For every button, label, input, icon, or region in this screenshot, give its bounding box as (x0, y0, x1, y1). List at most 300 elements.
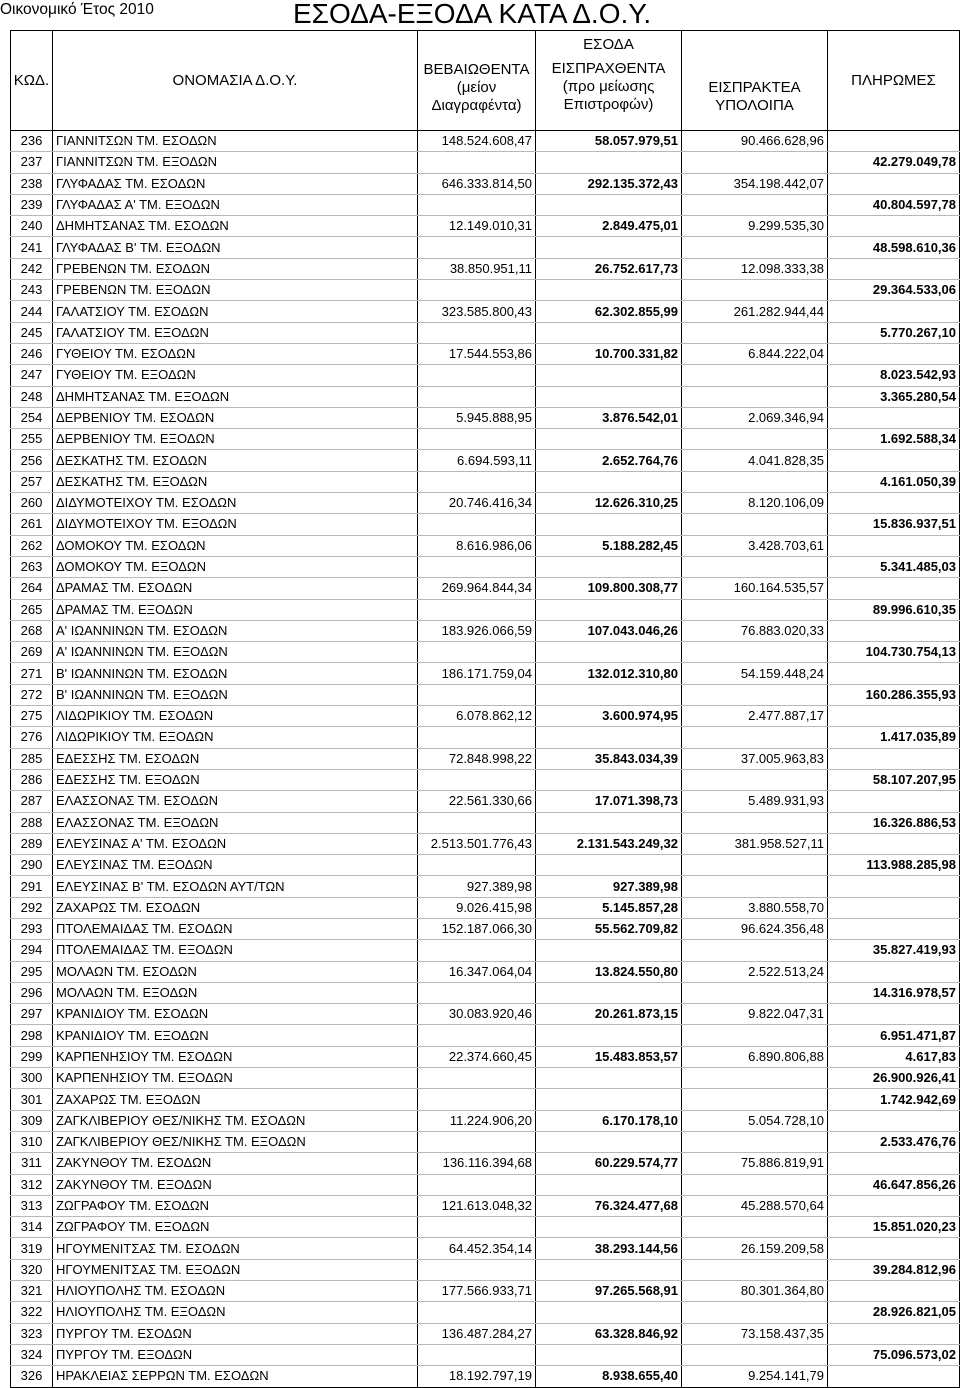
row-code: 310 (11, 1131, 53, 1152)
row-name: ΕΔΕΣΣΗΣ ΤΜ. ΕΞΟΔΩΝ (53, 769, 418, 790)
row-code: 285 (11, 748, 53, 769)
row-collected (536, 429, 682, 450)
row-payments (828, 258, 960, 279)
row-receivable: 73.158.437,35 (682, 1323, 828, 1344)
row-name: ΓΥΘΕΙΟΥ ΤΜ. ΕΞΟΔΩΝ (53, 365, 418, 386)
row-collected (536, 769, 682, 790)
row-certified: 136.487.284,27 (418, 1323, 536, 1344)
row-collected: 2.652.764,76 (536, 450, 682, 471)
row-name: ΓΛΥΦΑΔΑΣ Β' ΤΜ. ΕΞΟΔΩΝ (53, 237, 418, 258)
row-receivable: 160.164.535,57 (682, 578, 828, 599)
row-payments (828, 748, 960, 769)
row-payments: 48.598.610,36 (828, 237, 960, 258)
row-collected (536, 684, 682, 705)
row-code: 271 (11, 663, 53, 684)
row-certified: 38.850.951,11 (418, 258, 536, 279)
row-name: ΕΛΕΥΣΙΝΑΣ Α' ΤΜ. ΕΣΟΔΩΝ (53, 833, 418, 854)
row-payments: 14.316.978,57 (828, 982, 960, 1003)
row-collected: 292.135.372,43 (536, 173, 682, 194)
row-name: ΖΩΓΡΑΦΟΥ ΤΜ. ΕΣΟΔΩΝ (53, 1195, 418, 1216)
row-code: 245 (11, 322, 53, 343)
row-name: ΔΕΣΚΑΤΗΣ ΤΜ. ΕΣΟΔΩΝ (53, 450, 418, 471)
row-collected: 2.849.475,01 (536, 216, 682, 237)
row-name: ΔΕΣΚΑΤΗΣ ΤΜ. ΕΞΟΔΩΝ (53, 471, 418, 492)
row-name: ΓΡΕΒΕΝΩΝ ΤΜ. ΕΣΟΔΩΝ (53, 258, 418, 279)
row-receivable: 12.098.333,38 (682, 258, 828, 279)
row-collected (536, 1259, 682, 1280)
row-receivable (682, 429, 828, 450)
row-collected: 60.229.574,77 (536, 1153, 682, 1174)
row-payments (828, 578, 960, 599)
row-code: 275 (11, 706, 53, 727)
column-header-name: ΟΝΟΜΑΣΙΑ Δ.Ο.Υ. (53, 31, 418, 131)
row-name: ΠΤΟΛΕΜΑΙΔΑΣ ΤΜ. ΕΣΟΔΩΝ (53, 918, 418, 939)
collected-label-line-2: (προ μείωσης (562, 78, 655, 95)
table-row (11, 833, 960, 854)
row-collected: 3.600.974,95 (536, 706, 682, 727)
row-receivable: 9.822.047,31 (682, 1004, 828, 1025)
row-payments (828, 1195, 960, 1216)
row-certified: 17.544.553,86 (418, 343, 536, 364)
row-certified (418, 1025, 536, 1046)
row-code: 261 (11, 514, 53, 535)
row-name: ΓΛΥΦΑΔΑΣ ΤΜ. ΕΣΟΔΩΝ (53, 173, 418, 194)
column-header-certified (418, 31, 536, 131)
table-row (11, 1025, 960, 1046)
row-collected: 12.626.310,25 (536, 493, 682, 514)
row-receivable (682, 1259, 828, 1280)
table-row (11, 684, 960, 705)
row-collected (536, 322, 682, 343)
row-collected: 107.043.046,26 (536, 620, 682, 641)
row-payments (828, 216, 960, 237)
row-name: Α' ΙΩΑΝΝΙΝΩΝ ΤΜ. ΕΞΟΔΩΝ (53, 642, 418, 663)
table-header (11, 31, 960, 131)
row-code: 286 (11, 769, 53, 790)
row-certified: 323.585.800,43 (418, 301, 536, 322)
row-certified: 646.333.814,50 (418, 173, 536, 194)
row-receivable: 4.041.828,35 (682, 450, 828, 471)
row-code: 297 (11, 1004, 53, 1025)
row-receivable (682, 1344, 828, 1365)
row-code: 294 (11, 940, 53, 961)
row-code: 262 (11, 535, 53, 556)
row-receivable (682, 876, 828, 897)
row-certified: 183.926.066,59 (418, 620, 536, 641)
table-row (11, 471, 960, 492)
row-code: 324 (11, 1344, 53, 1365)
row-certified (418, 1068, 536, 1089)
row-certified: 22.561.330,66 (418, 791, 536, 812)
row-receivable (682, 1025, 828, 1046)
row-certified (418, 684, 536, 705)
row-name: ΠΥΡΓΟΥ ΤΜ. ΕΣΟΔΩΝ (53, 1323, 418, 1344)
row-receivable (682, 812, 828, 833)
row-certified: 136.116.394,68 (418, 1153, 536, 1174)
table-row (11, 407, 960, 428)
table-row (11, 152, 960, 173)
table-row (11, 663, 960, 684)
row-name: ΜΟΛΑΩΝ ΤΜ. ΕΞΟΔΩΝ (53, 982, 418, 1003)
row-receivable (682, 471, 828, 492)
row-receivable (682, 386, 828, 407)
table-row (11, 280, 960, 301)
row-certified (418, 471, 536, 492)
row-receivable (682, 556, 828, 577)
table-row (11, 748, 960, 769)
table-row (11, 1068, 960, 1089)
row-certified (418, 237, 536, 258)
row-code: 240 (11, 216, 53, 237)
table-row (11, 940, 960, 961)
row-payments (828, 961, 960, 982)
row-payments (828, 1004, 960, 1025)
row-payments (828, 918, 960, 939)
row-code: 260 (11, 493, 53, 514)
row-name: ΚΑΡΠΕΝΗΣΙΟΥ ΤΜ. ΕΣΟΔΩΝ (53, 1046, 418, 1067)
table-row (11, 386, 960, 407)
table-row (11, 1366, 960, 1387)
row-payments: 4.161.050,39 (828, 471, 960, 492)
row-code: 246 (11, 343, 53, 364)
row-name: ΓΑΛΑΤΣΙΟΥ ΤΜ. ΕΞΟΔΩΝ (53, 322, 418, 343)
row-name: ΓΛΥΦΑΔΑΣ Α' ΤΜ. ΕΞΟΔΩΝ (53, 194, 418, 215)
row-certified (418, 1302, 536, 1323)
row-certified (418, 940, 536, 961)
row-certified (418, 386, 536, 407)
table-row (11, 216, 960, 237)
row-payments (828, 1281, 960, 1302)
row-payments: 3.365.280,54 (828, 386, 960, 407)
row-payments: 28.926.821,05 (828, 1302, 960, 1323)
row-name: ΖΑΓΚΛΙΒΕΡΙΟΥ ΘΕΣ/ΝΙΚΗΣ ΤΜ. ΕΣΟΔΩΝ (53, 1110, 418, 1131)
table-row (11, 1259, 960, 1280)
receivable-label-line-2: ΥΠΟΛΟΙΠΑ (715, 96, 794, 114)
row-name: ΠΤΟΛΕΜΑΙΔΑΣ ΤΜ. ΕΞΟΔΩΝ (53, 940, 418, 961)
row-collected (536, 1025, 682, 1046)
row-receivable: 37.005.963,83 (682, 748, 828, 769)
row-name: ΔΡΑΜΑΣ ΤΜ. ΕΣΟΔΩΝ (53, 578, 418, 599)
row-name: ΚΡΑΝΙΔΙΟΥ ΤΜ. ΕΣΟΔΩΝ (53, 1004, 418, 1025)
row-collected (536, 1344, 682, 1365)
row-payments (828, 706, 960, 727)
row-code: 239 (11, 194, 53, 215)
income-group-label: ΕΣΟΔΑ (583, 36, 634, 53)
row-name: ΖΑΚΥΝΘΟΥ ΤΜ. ΕΞΟΔΩΝ (53, 1174, 418, 1195)
row-payments (828, 1153, 960, 1174)
row-payments: 113.988.285,98 (828, 855, 960, 876)
row-code: 298 (11, 1025, 53, 1046)
row-receivable (682, 940, 828, 961)
row-receivable: 96.624.356,48 (682, 918, 828, 939)
table-row (11, 769, 960, 790)
table-row (11, 1302, 960, 1323)
row-code: 323 (11, 1323, 53, 1344)
row-name: ΔΕΡΒΕΝΙΟΥ ΤΜ. ΕΣΟΔΩΝ (53, 407, 418, 428)
row-name: ΛΙΔΩΡΙΚΙΟΥ ΤΜ. ΕΣΟΔΩΝ (53, 706, 418, 727)
collected-label-line-1: ΕΙΣΠΡΑΧΘΕΝΤΑ (551, 60, 666, 77)
row-payments (828, 173, 960, 194)
table-row (11, 535, 960, 556)
row-code: 290 (11, 855, 53, 876)
row-collected: 38.293.144,56 (536, 1238, 682, 1259)
receivable-label-line-1: ΕΙΣΠΡΑΚΤΕΑ (708, 78, 801, 96)
row-receivable (682, 194, 828, 215)
table-row (11, 1131, 960, 1152)
row-collected: 10.700.331,82 (536, 343, 682, 364)
row-receivable (682, 322, 828, 343)
row-payments: 160.286.355,93 (828, 684, 960, 705)
row-receivable: 9.254.141,79 (682, 1366, 828, 1387)
row-certified (418, 1089, 536, 1110)
row-name: ΚΑΡΠΕΝΗΣΙΟΥ ΤΜ. ΕΞΟΔΩΝ (53, 1068, 418, 1089)
row-collected (536, 514, 682, 535)
row-payments: 89.996.610,35 (828, 599, 960, 620)
row-collected: 17.071.398,73 (536, 791, 682, 812)
row-certified: 30.083.920,46 (418, 1004, 536, 1025)
row-certified (418, 514, 536, 535)
row-code: 320 (11, 1259, 53, 1280)
row-code: 237 (11, 152, 53, 173)
row-receivable: 354.198.442,07 (682, 173, 828, 194)
row-code: 312 (11, 1174, 53, 1195)
page-title: ΕΣΟΔΑ-ΕΞΟΔΑ ΚΑΤΑ Δ.Ο.Υ. (293, 0, 652, 29)
table-row (11, 1195, 960, 1216)
row-certified (418, 1217, 536, 1238)
row-name: ΔΙΔΥΜΟΤΕΙΧΟΥ ΤΜ. ΕΞΟΔΩΝ (53, 514, 418, 535)
row-payments: 4.617,83 (828, 1046, 960, 1067)
row-name: ΗΛΙΟΥΠΟΛΗΣ ΤΜ. ΕΞΟΔΩΝ (53, 1302, 418, 1323)
row-code: 289 (11, 833, 53, 854)
row-code: 257 (11, 471, 53, 492)
row-certified (418, 769, 536, 790)
row-code: 265 (11, 599, 53, 620)
row-code: 296 (11, 982, 53, 1003)
row-certified: 5.945.888,95 (418, 407, 536, 428)
row-collected (536, 1174, 682, 1195)
row-certified (418, 429, 536, 450)
row-name: ΖΑΧΑΡΩΣ ΤΜ. ΕΞΟΔΩΝ (53, 1089, 418, 1110)
row-name: ΓΥΘΕΙΟΥ ΤΜ. ΕΣΟΔΩΝ (53, 343, 418, 364)
row-collected: 97.265.568,91 (536, 1281, 682, 1302)
row-code: 256 (11, 450, 53, 471)
row-payments (828, 493, 960, 514)
row-collected (536, 1217, 682, 1238)
row-certified: 186.171.759,04 (418, 663, 536, 684)
row-collected: 927.389,98 (536, 876, 682, 897)
row-receivable (682, 684, 828, 705)
row-collected (536, 386, 682, 407)
table-row (11, 1174, 960, 1195)
row-collected: 109.800.308,77 (536, 578, 682, 599)
row-certified: 72.848.998,22 (418, 748, 536, 769)
row-name: ΛΙΔΩΡΙΚΙΟΥ ΤΜ. ΕΞΟΔΩΝ (53, 727, 418, 748)
row-payments: 29.364.533,06 (828, 280, 960, 301)
row-payments (828, 833, 960, 854)
row-code: 244 (11, 301, 53, 322)
row-collected: 76.324.477,68 (536, 1195, 682, 1216)
row-name: ΔΙΔΥΜΟΤΕΙΧΟΥ ΤΜ. ΕΣΟΔΩΝ (53, 493, 418, 514)
row-receivable (682, 982, 828, 1003)
row-receivable: 8.120.106,09 (682, 493, 828, 514)
row-certified (418, 982, 536, 1003)
row-receivable (682, 727, 828, 748)
certified-label-line-1: ΒΕΒΑΙΩΘΕΝΤΑ (423, 60, 530, 78)
row-code: 309 (11, 1110, 53, 1131)
row-payments: 42.279.049,78 (828, 152, 960, 173)
row-receivable (682, 1068, 828, 1089)
row-receivable: 5.489.931,93 (682, 791, 828, 812)
row-name: ΕΛΑΣΣΟΝΑΣ ΤΜ. ΕΣΟΔΩΝ (53, 791, 418, 812)
table-row (11, 706, 960, 727)
row-certified (418, 556, 536, 577)
row-certified: 148.524.608,47 (418, 131, 536, 152)
row-collected: 55.562.709,82 (536, 918, 682, 939)
row-receivable (682, 1174, 828, 1195)
table-row (11, 237, 960, 258)
row-name: ΔΗΜΗΤΣΑΝΑΣ ΤΜ. ΕΞΟΔΩΝ (53, 386, 418, 407)
column-header-receivable (682, 31, 828, 131)
table-row (11, 1323, 960, 1344)
row-name: ΖΑΚΥΝΘΟΥ ΤΜ. ΕΣΟΔΩΝ (53, 1153, 418, 1174)
row-collected (536, 237, 682, 258)
row-certified: 11.224.906,20 (418, 1110, 536, 1131)
row-code: 322 (11, 1302, 53, 1323)
column-header-collected (536, 31, 682, 131)
row-collected: 132.012.310,80 (536, 663, 682, 684)
row-certified (418, 152, 536, 173)
row-certified: 9.026.415,98 (418, 897, 536, 918)
row-collected (536, 194, 682, 215)
row-code: 299 (11, 1046, 53, 1067)
row-certified (418, 855, 536, 876)
table-row (11, 620, 960, 641)
row-name: ΔΗΜΗΤΣΑΝΑΣ ΤΜ. ΕΣΟΔΩΝ (53, 216, 418, 237)
row-certified (418, 599, 536, 620)
row-payments (828, 407, 960, 428)
row-payments: 75.096.573,02 (828, 1344, 960, 1365)
table-row (11, 578, 960, 599)
row-code: 242 (11, 258, 53, 279)
row-collected: 3.876.542,01 (536, 407, 682, 428)
row-payments: 5.341.485,03 (828, 556, 960, 577)
row-payments (828, 1323, 960, 1344)
table-row (11, 982, 960, 1003)
row-payments (828, 1110, 960, 1131)
table-row (11, 1153, 960, 1174)
table-row (11, 1110, 960, 1131)
row-collected (536, 855, 682, 876)
row-certified: 6.078.862,12 (418, 706, 536, 727)
row-certified: 121.613.048,32 (418, 1195, 536, 1216)
row-name: ΕΔΕΣΣΗΣ ΤΜ. ΕΣΟΔΩΝ (53, 748, 418, 769)
row-certified: 927.389,98 (418, 876, 536, 897)
table-row (11, 131, 960, 152)
row-collected: 5.145.857,28 (536, 897, 682, 918)
row-receivable: 261.282.944,44 (682, 301, 828, 322)
row-name: Β' ΙΩΑΝΝΙΝΩΝ ΤΜ. ΕΣΟΔΩΝ (53, 663, 418, 684)
row-payments (828, 1238, 960, 1259)
row-payments (828, 663, 960, 684)
row-name: ΕΛΕΥΣΙΝΑΣ ΤΜ. ΕΞΟΔΩΝ (53, 855, 418, 876)
row-payments (828, 620, 960, 641)
row-name: ΜΟΛΑΩΝ ΤΜ. ΕΣΟΔΩΝ (53, 961, 418, 982)
row-name: ΓΡΕΒΕΝΩΝ ΤΜ. ΕΞΟΔΩΝ (53, 280, 418, 301)
row-collected (536, 1131, 682, 1152)
row-receivable: 54.159.448,24 (682, 663, 828, 684)
row-payments (828, 897, 960, 918)
row-name: ΓΑΛΑΤΣΙΟΥ ΤΜ. ΕΣΟΔΩΝ (53, 301, 418, 322)
row-receivable: 2.522.513,24 (682, 961, 828, 982)
row-payments: 15.851.020,23 (828, 1217, 960, 1238)
row-collected (536, 365, 682, 386)
row-code: 295 (11, 961, 53, 982)
row-certified (418, 1344, 536, 1365)
row-code: 321 (11, 1281, 53, 1302)
row-certified (418, 194, 536, 215)
row-code: 326 (11, 1366, 53, 1387)
row-code: 268 (11, 620, 53, 641)
row-collected: 58.057.979,51 (536, 131, 682, 152)
row-receivable: 5.054.728,10 (682, 1110, 828, 1131)
row-code: 248 (11, 386, 53, 407)
row-payments: 1.417.035,89 (828, 727, 960, 748)
row-name: ΗΓΟΥΜΕΝΙΤΣΑΣ ΤΜ. ΕΞΟΔΩΝ (53, 1259, 418, 1280)
row-payments (828, 876, 960, 897)
row-name: ΠΥΡΓΟΥ ΤΜ. ΕΞΟΔΩΝ (53, 1344, 418, 1365)
row-collected: 5.188.282,45 (536, 535, 682, 556)
table-row (11, 642, 960, 663)
certified-label-line-2: (μείον Διαγραφέντα) (431, 78, 522, 114)
table-row (11, 961, 960, 982)
row-collected (536, 280, 682, 301)
row-name: ΔΟΜΟΚΟΥ ΤΜ. ΕΞΟΔΩΝ (53, 556, 418, 577)
row-name: ΖΑΧΑΡΩΣ ΤΜ. ΕΣΟΔΩΝ (53, 897, 418, 918)
table-body (11, 131, 960, 1388)
row-code: 269 (11, 642, 53, 663)
row-receivable: 6.844.222,04 (682, 343, 828, 364)
table-row (11, 556, 960, 577)
row-code: 236 (11, 131, 53, 152)
row-certified: 152.187.066,30 (418, 918, 536, 939)
row-code: 313 (11, 1195, 53, 1216)
row-collected: 6.170.178,10 (536, 1110, 682, 1131)
row-collected: 20.261.873,15 (536, 1004, 682, 1025)
row-payments (828, 791, 960, 812)
row-receivable: 45.288.570,64 (682, 1195, 828, 1216)
row-receivable (682, 599, 828, 620)
row-certified: 12.149.010,31 (418, 216, 536, 237)
table-row (11, 194, 960, 215)
row-payments: 6.951.471,87 (828, 1025, 960, 1046)
table-row (11, 1046, 960, 1067)
row-receivable (682, 1302, 828, 1323)
row-collected: 15.483.853,57 (536, 1046, 682, 1067)
row-payments: 5.770.267,10 (828, 322, 960, 343)
row-code: 272 (11, 684, 53, 705)
row-collected: 2.131.543.249,32 (536, 833, 682, 854)
row-code: 292 (11, 897, 53, 918)
table-row (11, 791, 960, 812)
row-payments (828, 535, 960, 556)
row-code: 263 (11, 556, 53, 577)
table-row (11, 727, 960, 748)
table-row (11, 1238, 960, 1259)
row-collected (536, 940, 682, 961)
row-certified (418, 642, 536, 663)
row-name: ΔΡΑΜΑΣ ΤΜ. ΕΞΟΔΩΝ (53, 599, 418, 620)
row-payments: 16.326.886,53 (828, 812, 960, 833)
